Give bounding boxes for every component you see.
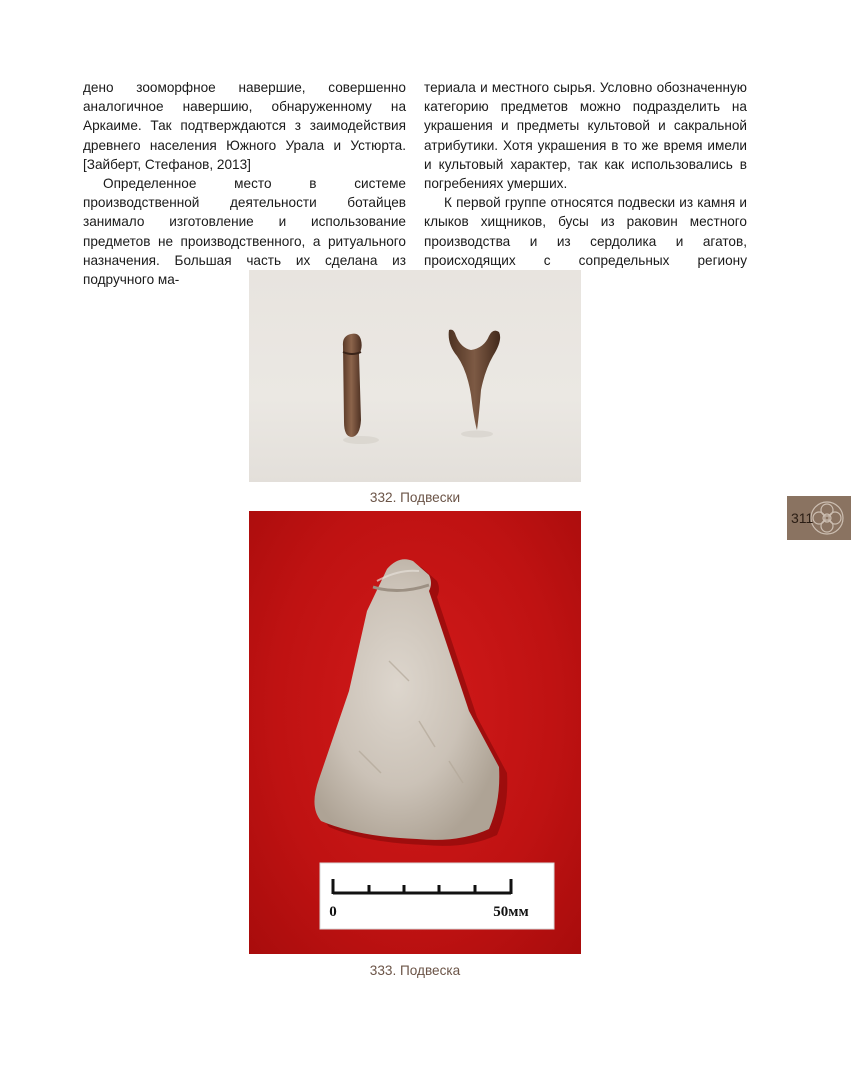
figure-caption: 333. Подвеска — [369, 963, 461, 978]
figure-333-photo — [249, 511, 581, 954]
page-number: 311 — [791, 510, 814, 526]
page-number-tab — [787, 496, 851, 540]
text-column-left — [83, 78, 406, 289]
scale-label-start: 0 — [329, 904, 337, 920]
paragraph: дено зооморфное навершие, совершенно аналогичное навершию, обнаруженному на Аркаиме. Так подтверждаются з заимодействия древнего населения Южного Урала и Устюрта. [Зайберт, Стефанов, 2013] — [83, 80, 406, 172]
figure-caption: 332. Подвески — [369, 490, 461, 505]
stone-pendant-image — [249, 511, 581, 954]
figure-332-photo — [249, 270, 581, 482]
scale-label-end: 50мм — [493, 904, 529, 920]
paragraph: К первой группе относятся подвески из камня и клыков хищников, бусы из раковин местного производства и из сердолика и агатов, происходящих с сопредельных региону — [424, 195, 747, 268]
text-column-right — [424, 78, 747, 289]
pendants-image — [249, 270, 581, 482]
scale-bar — [320, 863, 554, 929]
paragraph: Определенное место в системе производственной деятельности ботайцев занимало изготовление и использование предметов не производственного, а ритуального назначения. Большая часть их сделана из подручного ма- — [83, 176, 406, 288]
paragraph: териала и местного сырья. Условно обозначенную категорию предметов можно подразделить на украшения и предметы культовой и сакральной атрибутики. Хотя украшения в то же время имели и культовый характер, так как использовались в погребениях умерших. — [424, 80, 747, 192]
